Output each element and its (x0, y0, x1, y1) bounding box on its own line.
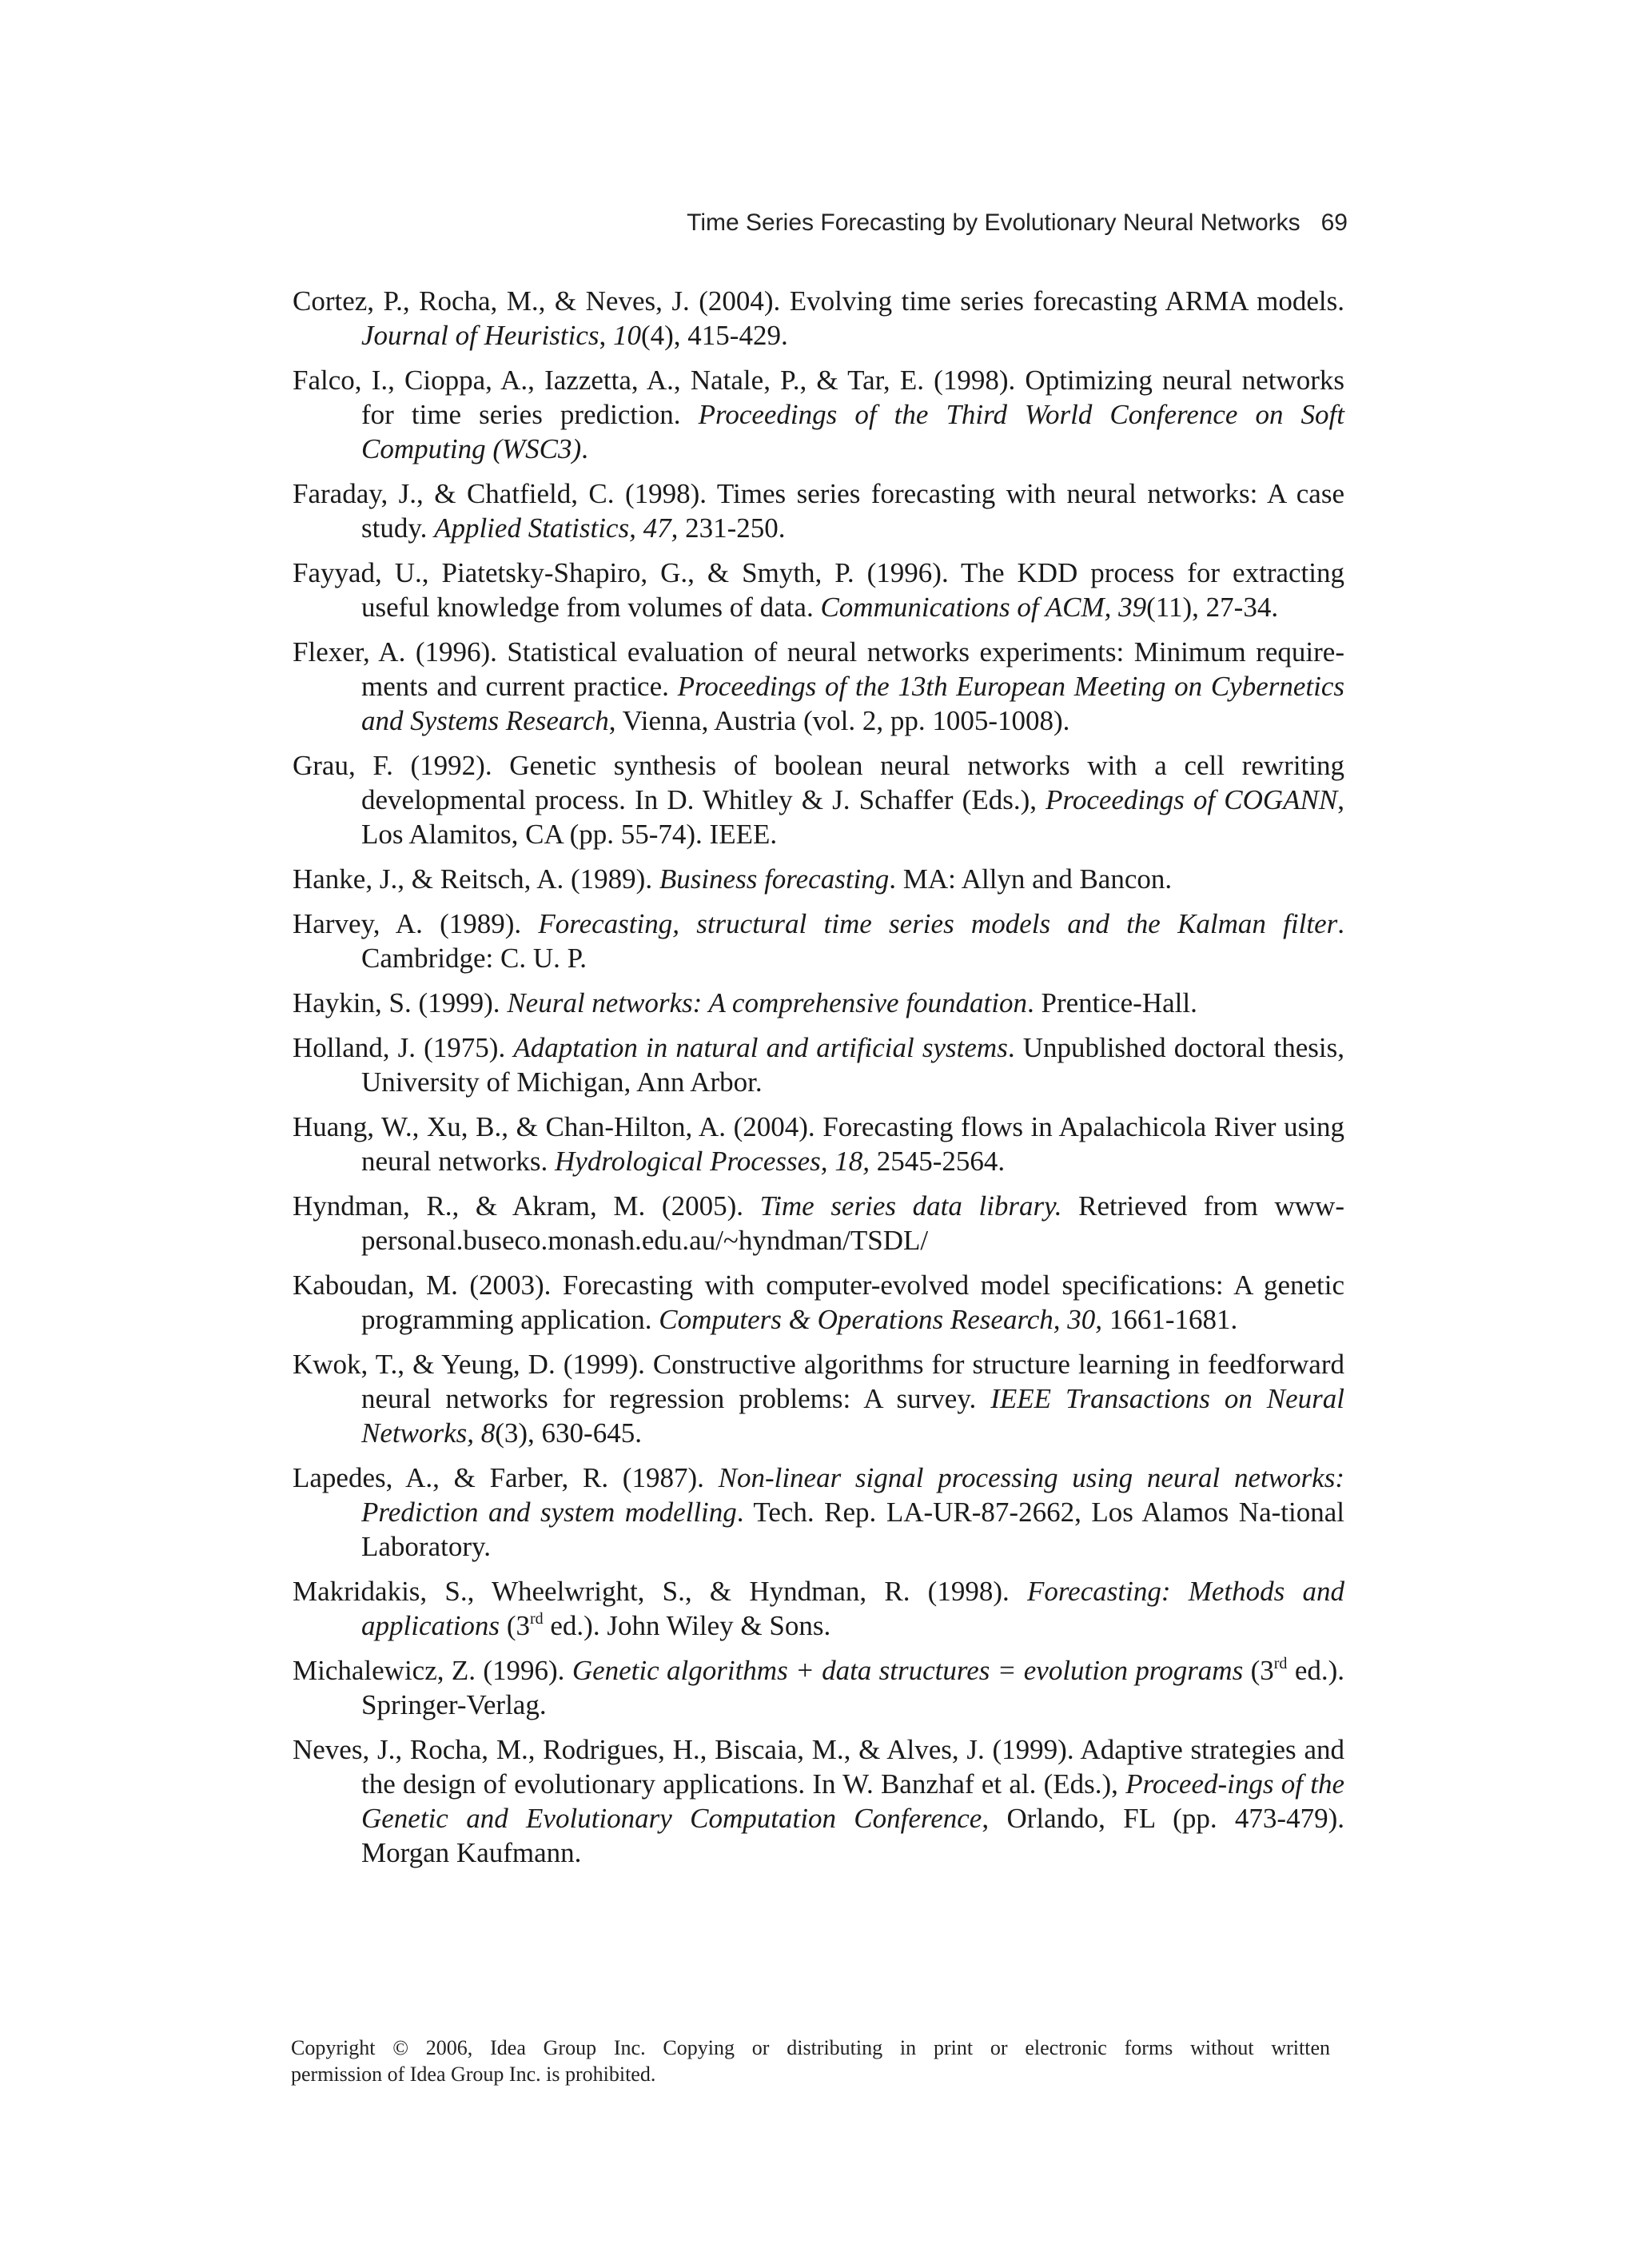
reference-item: Grau, F. (1992). Genetic synthesis of boolean neural networks with a cell rewriting developmental process. In D. Whitley & J. Schaffer (Eds.), Proceedings of COGANN, Los Alamitos, CA (pp. 55-74). IEEE. (293, 750, 1344, 850)
page-number: 69 (1320, 209, 1348, 236)
copyright-line-1: Copyright © 2006, Idea Group Inc. Copying or distributing in print or electronic forms without written (291, 2036, 1330, 2059)
reference-item: Falco, I., Cioppa, A., Iazzetta, A., Natale, P., & Tar, E. (1998). Optimizing neural networks for time series prediction. Proceedings of the Third World Conference on Soft Computing (WSC3). (293, 365, 1344, 464)
reference-item: Harvey, A. (1989). Forecasting, structural time series models and the Kalman filter. Cambridge: C. U. P. (293, 908, 1344, 974)
reference-item: Hyndman, R., & Akram, M. (2005). Time series data library. Retrieved from www-personal.buseco.monash.edu.au/~hyndman/TSDL/ (293, 1190, 1344, 1256)
copyright-footer (291, 2035, 1330, 2087)
reference-item: Huang, W., Xu, B., & Chan-Hilton, A. (2004). Forecasting flows in Apalachicola River using neural networks. Hydrological Processes, 18, 2545-2564. (293, 1111, 1344, 1177)
copyright-line-2: permission of Idea Group Inc. is prohibited. (291, 2063, 656, 2086)
reference-item: Kaboudan, M. (2003). Forecasting with computer-evolved model specifications: A genetic programming application. Computers & Operations Research, 30, 1661-1681. (293, 1270, 1344, 1335)
reference-item: Flexer, A. (1996). Statistical evaluation of neural networks experiments: Minimum require-ments and current practice. Proceedings of the 13th European Meeting on Cybernetics and Systems Research, Vienna, Austria (vol. 2, pp. 1005-1008). (293, 636, 1344, 736)
reference-item: Michalewicz, Z. (1996). Genetic algorithms + data structures = evolution programs (3rd ed.). Springer-Verlag. (293, 1655, 1345, 1720)
reference-item: Haykin, S. (1999). Neural networks: A comprehensive foundation. Prentice-Hall. (293, 987, 1197, 1018)
running-head-title: Time Series Forecasting by Evolutionary Neural Networks (687, 209, 1300, 236)
reference-item: Holland, J. (1975). Adaptation in natural and artificial systems. Unpublished doctoral thesis, University of Michigan, Ann Arbor. (293, 1032, 1344, 1098)
reference-item: Lapedes, A., & Farber, R. (1987). Non-linear signal processing using neural networks: Prediction and system modelling. Tech. Rep. LA-UR-87-2662, Los Alamos Na-tional Laboratory. (293, 1462, 1344, 1562)
reference-item: Fayyad, U., Piatetsky-Shapiro, G., & Smyth, P. (1996). The KDD process for extracting useful knowledge from volumes of data. Communications of ACM, 39(11), 27-34. (293, 557, 1344, 623)
reference-item: Kwok, T., & Yeung, D. (1999). Constructive algorithms for structure learning in feedforward neural networks for regression problems: A survey. IEEE Transactions on Neural Networks, 8(3), 630-645. (293, 1349, 1344, 1449)
reference-item: Cortez, P., Rocha, M., & Neves, J. (2004). Evolving time series forecasting ARMA models. Journal of Heuristics, 10(4), 415-429. (293, 285, 1344, 351)
reference-item: Neves, J., Rocha, M., Rodrigues, H., Biscaia, M., & Alves, J. (1999). Adaptive strategies and the design of evolutionary applications. In W. Banzhaf et al. (Eds.), Proceed-ings of the Genetic and Evolutionary Computation Conference, Orlando, FL (pp. 473-479). Morgan Kaufmann. (293, 1734, 1344, 1868)
running-head (293, 209, 1348, 237)
reference-item: Faraday, J., & Chatfield, C. (1998). Times series forecasting with neural networks: A case study. Applied Statistics, 47, 231-250. (293, 478, 1344, 544)
reference-item: Makridakis, S., Wheelwright, S., & Hyndman, R. (1998). Forecasting: Methods and applications (3rd ed.). John Wiley & Sons. (293, 1576, 1344, 1641)
reference-list (293, 284, 1344, 1880)
reference-item: Hanke, J., & Reitsch, A. (1989). Business forecasting. MA: Allyn and Bancon. (293, 863, 1173, 895)
